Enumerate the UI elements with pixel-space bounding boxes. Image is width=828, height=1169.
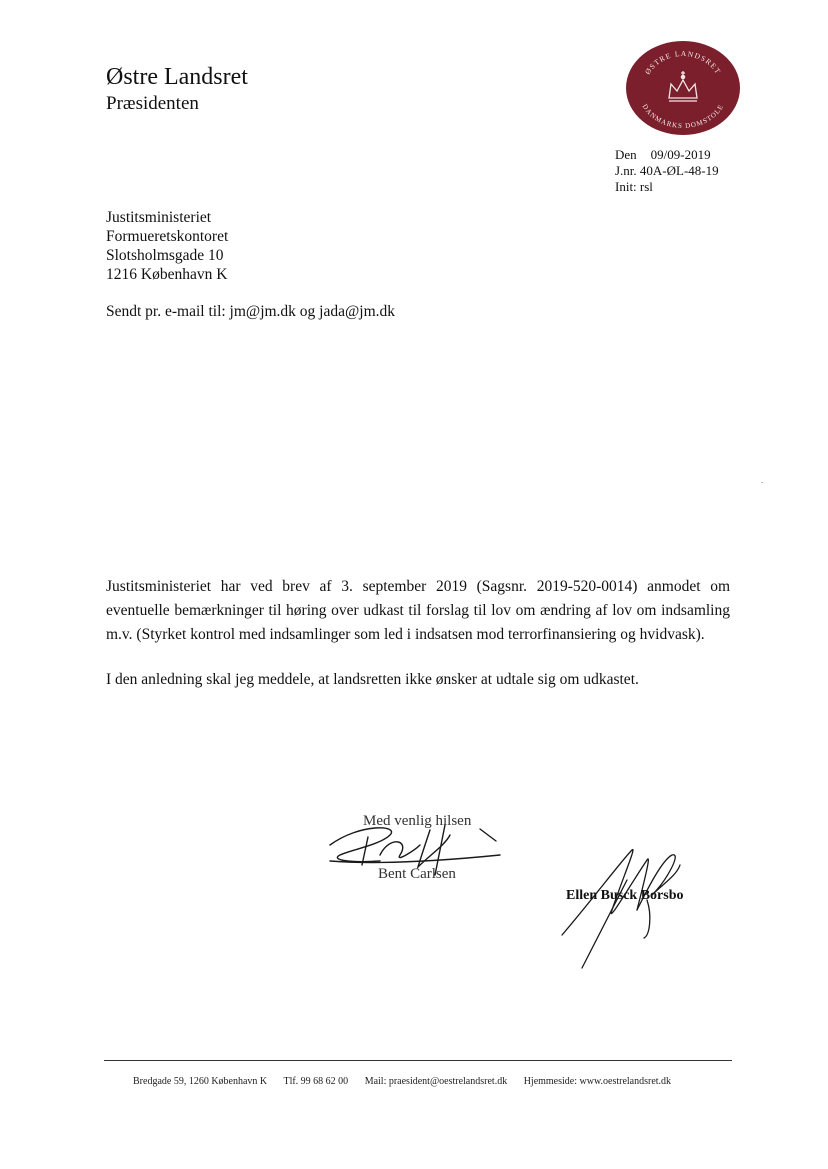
- date-value: 09/09-2019: [650, 147, 711, 162]
- signature-2: [552, 840, 702, 970]
- footer-contact: [133, 1076, 685, 1087]
- footer-phone: Tlf. 99 68 62 00: [283, 1076, 349, 1087]
- reference-block: [615, 147, 719, 195]
- recipient-address: [106, 208, 228, 284]
- sent-by-email-line: Sendt pr. e-mail til: jm@jm.dk og jada@jm.dk: [106, 303, 396, 320]
- journal-number: J.nr. 40A-ØL-48-19: [615, 163, 719, 178]
- footer-address: Bredgade 59, 1260 København K: [133, 1076, 268, 1087]
- date-label: Den: [615, 147, 637, 162]
- office-title: Præsidenten: [106, 93, 199, 114]
- footer-divider: [104, 1060, 732, 1061]
- recipient-line: Justitsministeriet: [106, 209, 212, 226]
- court-seal-logo: [625, 40, 741, 136]
- svg-text:DANMARKS DOMSTOLE: DANMARKS DOMSTOLE: [640, 102, 726, 131]
- signer-1-name: Bent Carlsen: [378, 866, 456, 882]
- recipient-line: 1216 København K: [106, 266, 228, 283]
- closing-greeting: Med venlig hilsen: [363, 813, 472, 829]
- svg-text:ØSTRE LANDSRET: ØSTRE LANDSRET: [642, 48, 724, 77]
- signer-2-name: Ellen Busck Borsbo: [566, 888, 684, 903]
- body-paragraph: Justitsministeriet har ved brev af 3. september 2019 (Sagsnr. 2019-520-0014) anmodet om eventuelle bemærkninger til høring over udkast til forslag til lov om ændring af lov om indsamling m.v. (Styrket kontrol med indsamlinger som led i indsatsen mod terrorfinansiering og hvidvask).: [106, 578, 730, 643]
- letter-body: [106, 575, 730, 692]
- scan-speck: [761, 482, 763, 483]
- recipient-line: Slotsholmsgade 10: [106, 247, 224, 264]
- court-name: Østre Landsret: [106, 64, 248, 90]
- recipient-line: Formueretskontoret: [106, 228, 229, 245]
- footer-website: Hjemmeside: www.oestrelandsret.dk: [523, 1076, 672, 1087]
- footer-mail: Mail: praesident@oestrelandsret.dk: [364, 1076, 508, 1087]
- body-paragraph: I den anledning skal jeg meddele, at landsretten ikke ønsker at udtale sig om udkastet.: [106, 671, 639, 688]
- initials: Init: rsl: [615, 179, 653, 194]
